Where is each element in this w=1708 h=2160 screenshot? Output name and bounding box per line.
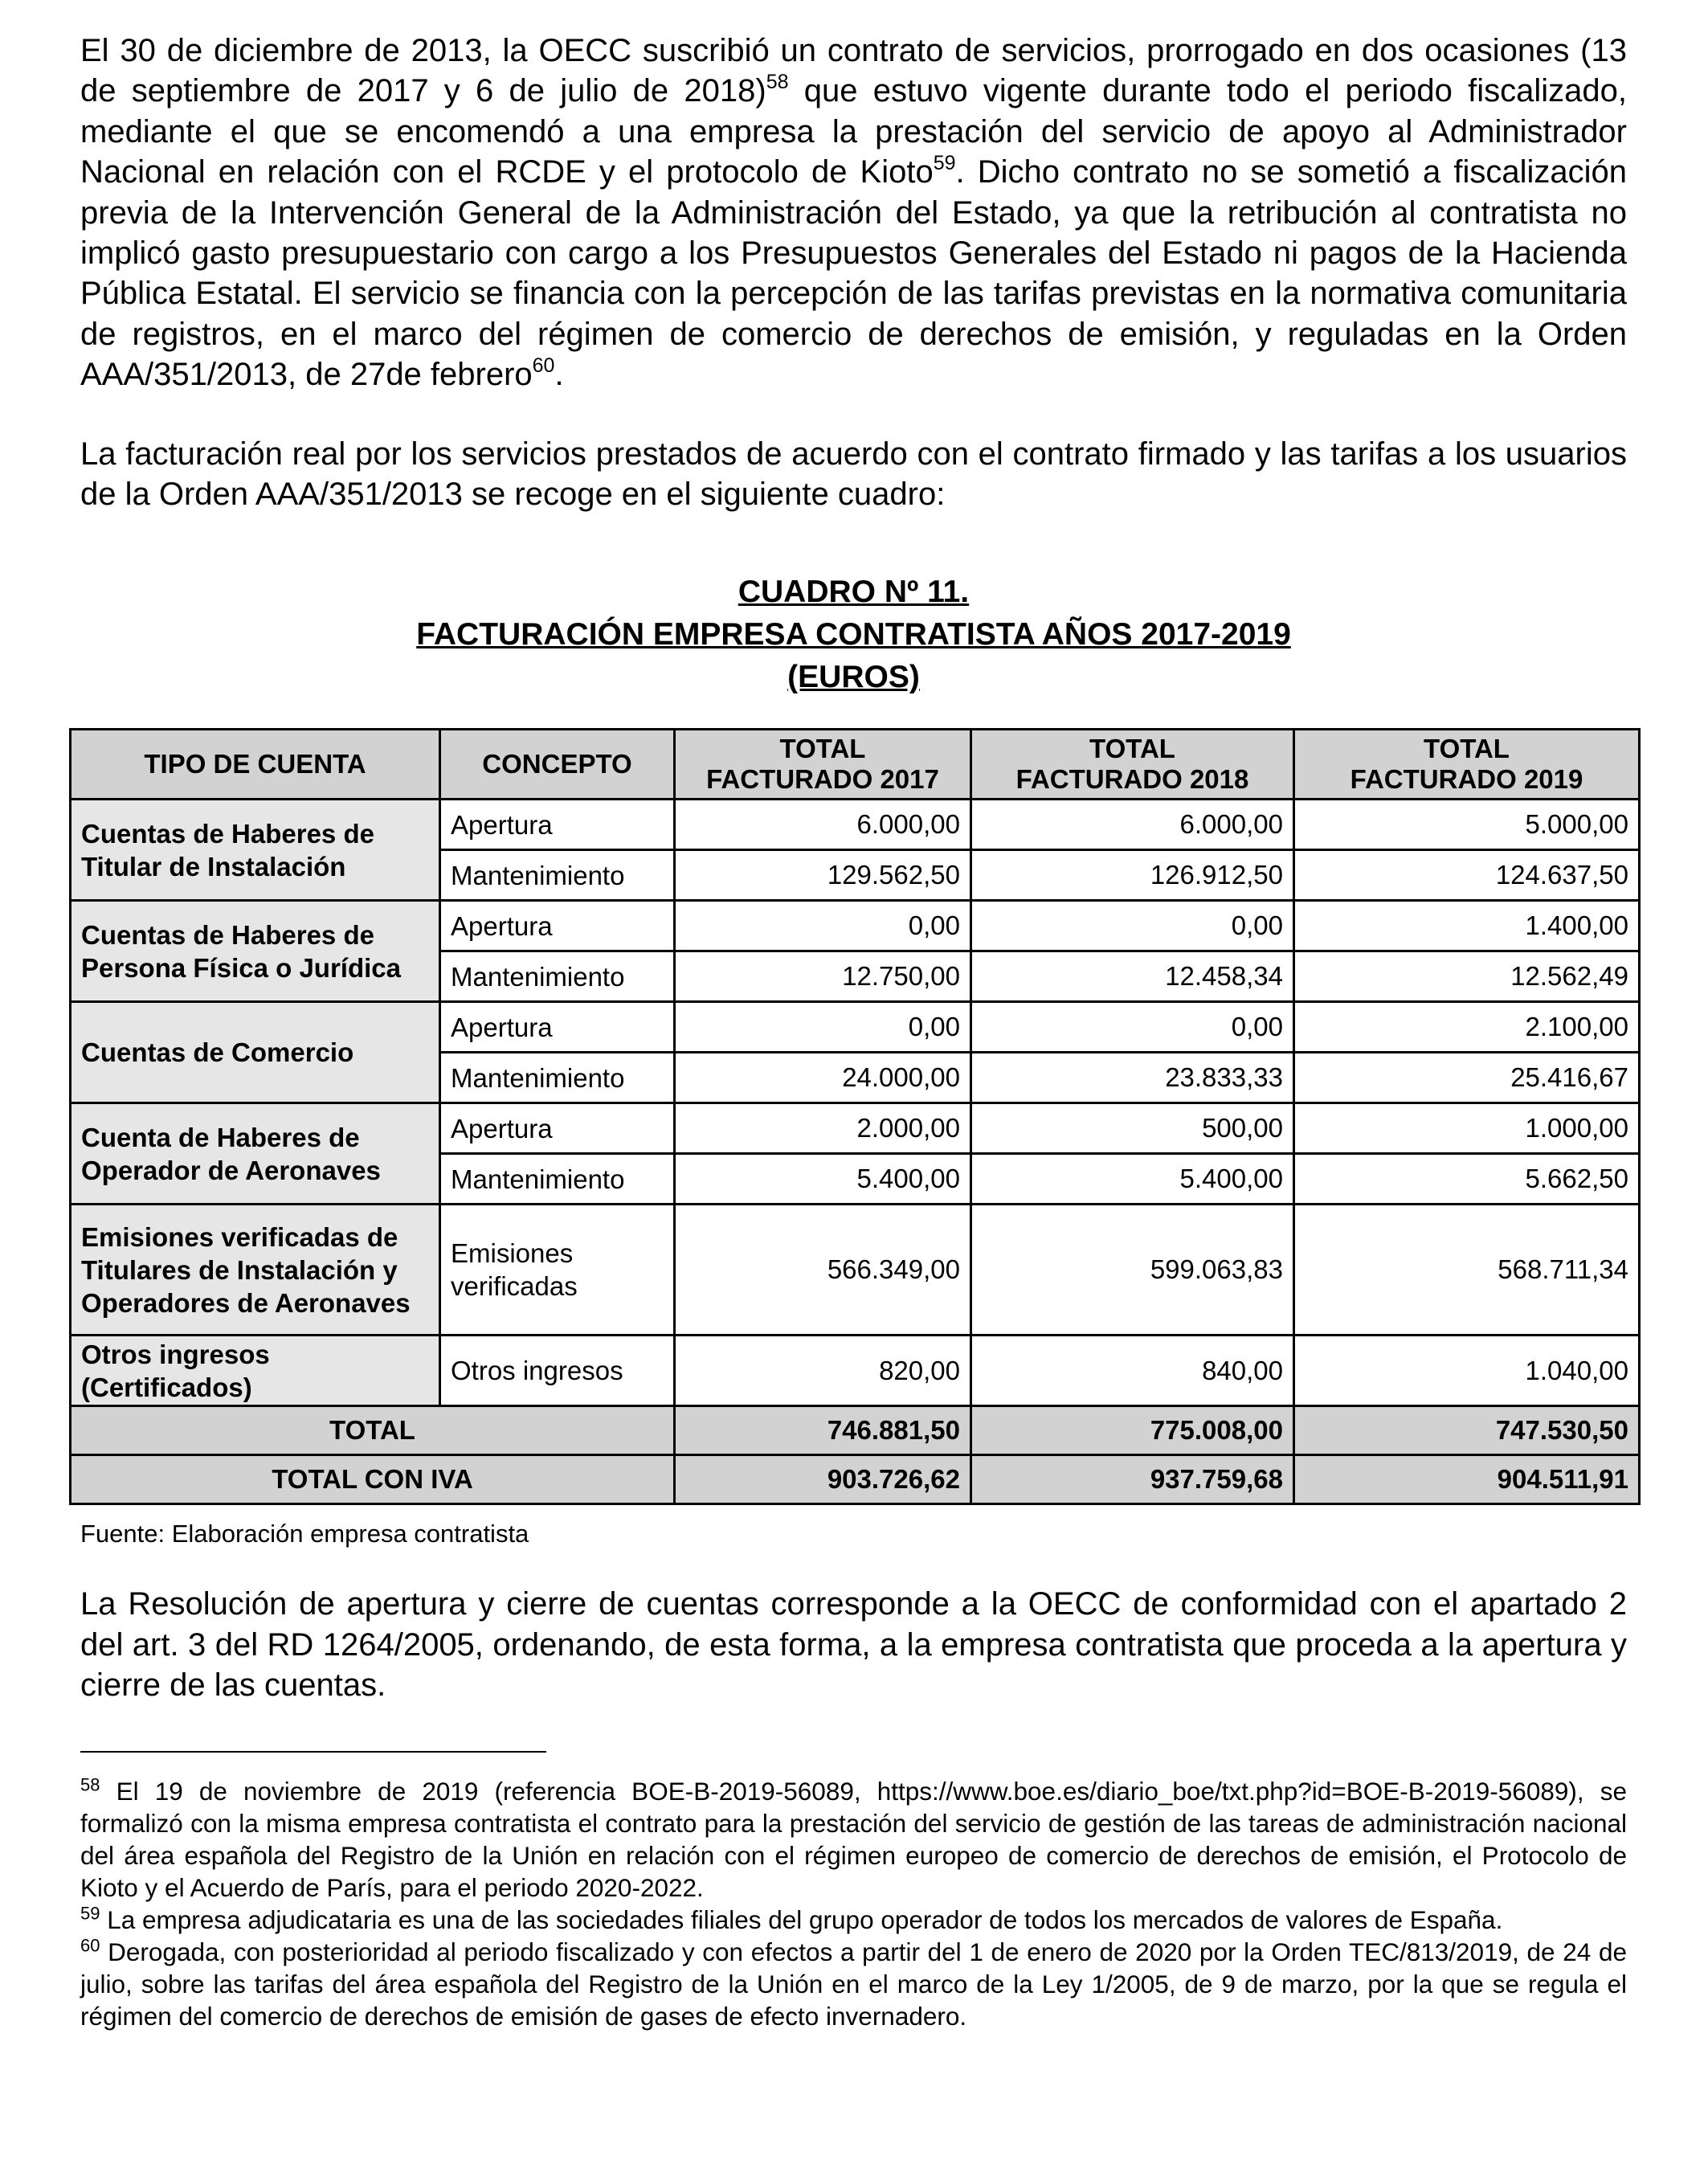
table-row bbox=[71, 1205, 1640, 1336]
total-iva-2017: 903.726,62 bbox=[675, 1455, 971, 1504]
footnote-number: 58 bbox=[80, 1774, 100, 1795]
header-2018-line2: FACTURADO 2018 bbox=[1015, 764, 1249, 795]
total-label: TOTAL bbox=[71, 1406, 675, 1455]
footnote-ref-60[interactable]: 60 bbox=[532, 354, 555, 377]
header-2017 bbox=[675, 730, 971, 800]
billing-table bbox=[69, 728, 1641, 1505]
value-2019: 1.400,00 bbox=[1294, 901, 1640, 951]
total-2017: 746.881,50 bbox=[675, 1406, 971, 1455]
value-2017: 24.000,00 bbox=[675, 1053, 971, 1103]
header-2019 bbox=[1294, 730, 1640, 800]
footnote-ref-59[interactable]: 59 bbox=[933, 151, 956, 174]
concepto-cell: Mantenimiento bbox=[440, 1053, 675, 1103]
header-2019-line2: FACTURADO 2019 bbox=[1350, 764, 1583, 795]
total-row bbox=[71, 1406, 1640, 1455]
table-title-line1: CUADRO Nº 11. bbox=[738, 575, 970, 610]
tipo-cell: Cuentas de Haberes de Titular de Instalación bbox=[71, 800, 440, 901]
tipo-cell: Otros ingresos (Certificados) bbox=[71, 1336, 440, 1406]
paragraph-text: . Dicho contrato no se sometió a fiscalización previa de la Intervención General de la Administración del Estado, ya que la retribución al contratista no implicó gasto presupuestario con cargo a los Presupuestos Generales del Estado ni pagos de la Hacienda Pública Estatal. El servicio se financia con la percepción de las tarifas previstas en la normativa comunitaria de registros, en el marco del régimen de comercio de derechos de emisión, y reguladas en la Orden AAA/351/2013, de 27de febrero bbox=[80, 154, 1627, 393]
value-2019: 12.562,49 bbox=[1294, 951, 1640, 1002]
paragraph-text: El 30 de diciembre de 2013, la OECC suscribió un contrato de servicios, prorrogado en dos ocasiones (13 de septiembre de 2017 y 6 de julio de 2018) bbox=[80, 33, 1627, 109]
header-2019-line1: TOTAL bbox=[1424, 734, 1510, 764]
value-2017: 820,00 bbox=[675, 1336, 971, 1406]
tipo-cell: Cuentas de Haberes de Persona Física o Jurídica bbox=[71, 901, 440, 1002]
header-2018 bbox=[971, 730, 1294, 800]
footnote-58 bbox=[80, 1775, 1627, 1904]
value-2019: 25.416,67 bbox=[1294, 1053, 1640, 1103]
footnote-text: La empresa adjudicataria es una de las sociedades filiales del grupo operador de todos los mercados de valores de España. bbox=[100, 1904, 1503, 1934]
footnote-divider bbox=[80, 1751, 546, 1753]
value-2017: 2.000,00 bbox=[675, 1103, 971, 1154]
footnote-60 bbox=[80, 1936, 1627, 2032]
concepto-cell: Emisiones verificadas bbox=[440, 1205, 675, 1336]
header-2017-line2: FACTURADO 2017 bbox=[706, 764, 939, 795]
value-2017: 566.349,00 bbox=[675, 1205, 971, 1336]
value-2018: 599.063,83 bbox=[971, 1205, 1294, 1336]
value-2019: 568.711,34 bbox=[1294, 1205, 1640, 1336]
value-2018: 0,00 bbox=[971, 901, 1294, 951]
table-source: Fuente: Elaboración empresa contratista bbox=[80, 1520, 529, 1548]
value-2017: 6.000,00 bbox=[675, 800, 971, 850]
total-2019: 747.530,50 bbox=[1294, 1406, 1640, 1455]
value-2017: 12.750,00 bbox=[675, 951, 971, 1002]
footnote-59 bbox=[80, 1904, 1627, 1936]
table-header-row bbox=[71, 730, 1640, 800]
value-2018: 5.400,00 bbox=[971, 1154, 1294, 1205]
concepto-cell: Apertura bbox=[440, 1103, 675, 1154]
table-row bbox=[71, 1103, 1640, 1154]
footnote-text: Derogada, con posterioridad al periodo fiscalizado y con efectos a partir del 1 de enero de 2020 por la Orden TEC/813/2019, de 24 de julio, sobre las tarifas del área española del Registro de la Unión en el marco de la Ley 1/2005, de 9 de marzo, por la que se regula el régimen del comercio de derechos de emisión de gases de efecto invernadero. bbox=[80, 1937, 1627, 2031]
header-2018-line1: TOTAL bbox=[1089, 734, 1175, 764]
paragraph-text: que estuvo vigente durante todo el periodo fiscalizado, mediante el que se encomendó a una empresa la prestación del servicio de apoyo al Administrador Nacional en relación con el RCDE y el protocolo de Kioto bbox=[80, 73, 1628, 190]
value-2019: 5.000,00 bbox=[1294, 800, 1640, 850]
total-iva-2018: 937.759,68 bbox=[971, 1455, 1294, 1504]
value-2017: 129.562,50 bbox=[675, 850, 971, 901]
value-2018: 6.000,00 bbox=[971, 800, 1294, 850]
tipo-cell: Emisiones verificadas de Titulares de Instalación y Operadores de Aeronaves bbox=[71, 1205, 440, 1336]
value-2019: 1.000,00 bbox=[1294, 1103, 1640, 1154]
paragraph-resolution: La Resolución de apertura y cierre de cuentas corresponde a la OECC de conformidad con el apartado 2 del art. 3 del RD 1264/2005, ordenando, de esta forma, a la empresa contratista que proceda a la apertura y cierre de las cuentas. bbox=[80, 1586, 1627, 1704]
value-2018: 840,00 bbox=[971, 1336, 1294, 1406]
total-iva-2019: 904.511,91 bbox=[1294, 1455, 1640, 1504]
table-title-line2: FACTURACIÓN EMPRESA CONTRATISTA AÑOS 2017-2019 bbox=[416, 617, 1291, 652]
value-2019: 2.100,00 bbox=[1294, 1002, 1640, 1053]
footnote-number: 59 bbox=[80, 1903, 100, 1924]
value-2019: 5.662,50 bbox=[1294, 1154, 1640, 1205]
table-row bbox=[71, 1002, 1640, 1053]
value-2018: 12.458,34 bbox=[971, 951, 1294, 1002]
value-2019: 1.040,00 bbox=[1294, 1336, 1640, 1406]
total-iva-label: TOTAL CON IVA bbox=[71, 1455, 675, 1504]
table-row bbox=[71, 800, 1640, 850]
value-2017: 0,00 bbox=[675, 901, 971, 951]
document-page bbox=[80, 31, 1627, 2032]
footnote-ref-58[interactable]: 58 bbox=[766, 71, 789, 94]
concepto-cell: Otros ingresos bbox=[440, 1336, 675, 1406]
header-concepto: CONCEPTO bbox=[440, 730, 675, 800]
footnote-number: 60 bbox=[80, 1935, 100, 1956]
concepto-cell: Apertura bbox=[440, 800, 675, 850]
concepto-cell: Mantenimiento bbox=[440, 951, 675, 1002]
header-2017-line1: TOTAL bbox=[779, 734, 866, 764]
value-2017: 5.400,00 bbox=[675, 1154, 971, 1205]
paragraph-text: . bbox=[554, 357, 564, 393]
value-2017: 0,00 bbox=[675, 1002, 971, 1053]
concepto-cell: Mantenimiento bbox=[440, 1154, 675, 1205]
concepto-cell: Apertura bbox=[440, 1002, 675, 1053]
value-2018: 23.833,33 bbox=[971, 1053, 1294, 1103]
value-2019: 124.637,50 bbox=[1294, 850, 1640, 901]
concepto-cell: Apertura bbox=[440, 901, 675, 951]
table-row bbox=[71, 1336, 1640, 1406]
tipo-cell: Cuentas de Comercio bbox=[71, 1002, 440, 1103]
concepto-cell: Mantenimiento bbox=[440, 850, 675, 901]
footnote-text: El 19 de noviembre de 2019 (referencia BOE-B-2019-56089, https://www.boe.es/diario_boe/txt.php?id=BOE-B-2019-56089), se formalizó con la misma empresa contratista el contrato para la prestación del servicio de gestión de las tareas de administración nacional del área española del Registro de la Unión en relación con el régimen europeo de comercio de derechos de emisión, el Protocolo de Kioto y el Acuerdo de París, para el periodo 2020-2022. bbox=[80, 1776, 1627, 1902]
value-2018: 0,00 bbox=[971, 1002, 1294, 1053]
tipo-cell: Cuenta de Haberes de Operador de Aeronaves bbox=[71, 1103, 440, 1205]
value-2018: 500,00 bbox=[971, 1103, 1294, 1154]
table-title-line3: (EUROS) bbox=[787, 660, 920, 695]
value-2018: 126.912,50 bbox=[971, 850, 1294, 901]
total-iva-row bbox=[71, 1455, 1640, 1504]
header-tipo: TIPO DE CUENTA bbox=[71, 730, 440, 800]
paragraph-intro-table: La facturación real por los servicios prestados de acuerdo con el contrato firmado y las tarifas a los usuarios de la Orden AAA/351/2013 se recoge en el siguiente cuadro: bbox=[80, 436, 1627, 513]
paragraph-contract bbox=[80, 31, 1627, 395]
table-row bbox=[71, 901, 1640, 951]
table-title bbox=[80, 571, 1627, 698]
total-2018: 775.008,00 bbox=[971, 1406, 1294, 1455]
